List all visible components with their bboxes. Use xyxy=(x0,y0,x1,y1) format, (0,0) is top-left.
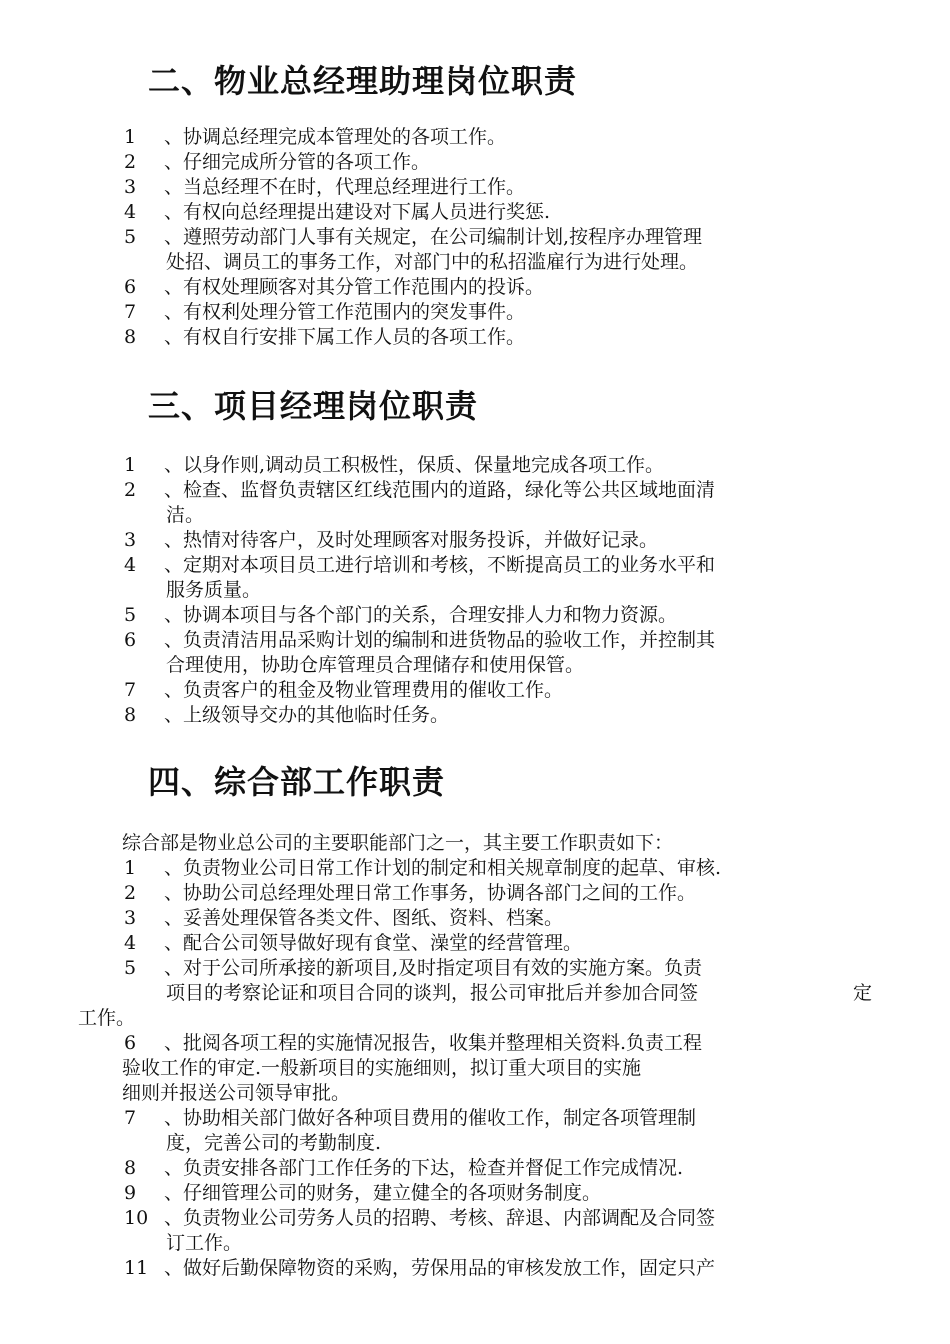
list-item: 11 、做好后勤保障物资的采购，劳保用品的审核发放工作，固定只产 xyxy=(124,1257,716,1279)
list-item: 5 、遵照劳动部门人事有关规定，在公司编制计划,按程序办理管理 xyxy=(124,226,703,248)
list-item: 4 、定期对本项目员工进行培训和考核，不断提高员工的业务水平和 xyxy=(124,554,716,576)
section-heading: 四、综合部工作职责 xyxy=(148,763,446,801)
section-heading: 三、项目经理岗位职责 xyxy=(148,387,479,425)
list-item: 7 、负责客户的租金及物业管理费用的催收工作。 xyxy=(124,679,564,701)
section-intro: 综合部是物业总公司的主要职能部门之一，其主要工作职责如下： xyxy=(122,832,674,854)
list-item: 1 、以身作则,调动员工积极性，保质、保量地完成各项工作。 xyxy=(124,454,665,476)
list-item-continuation: 服务质量。 xyxy=(166,579,262,601)
list-item: 7 、有权利处理分管工作范围内的突发事件。 xyxy=(124,301,526,323)
list-item-continuation: 处招、调员工的事务工作，对部门中的私招滥雇行为进行处理。 xyxy=(166,251,699,273)
list-item: 5 、对于公司所承接的新项目,及时指定项目有效的实施方案。负责 xyxy=(124,957,703,979)
list-item-continuation: 洁。 xyxy=(166,504,205,526)
list-item-continuation: 细则并报送公司领导审批。 xyxy=(122,1082,351,1104)
list-item: 6 、负责清洁用品采购计划的编制和进货物品的验收工作，并控制其 xyxy=(124,629,716,651)
list-item: 4 、有权向总经理提出建设对下属人员进行奖惩. xyxy=(124,201,551,223)
list-item: 1 、协调总经理完成本管理处的各项工作。 xyxy=(124,126,507,148)
list-item: 3 、热情对待客户，及时处理顾客对服务投诉，并做好记录。 xyxy=(124,529,659,551)
list-item: 9 、仔细管理公司的财务，建立健全的各项财务制度。 xyxy=(124,1182,602,1204)
list-item: 3 、当总经理不在时，代理总经理进行工作。 xyxy=(124,176,526,198)
list-item: 8 、上级领导交办的其他临时任务。 xyxy=(124,704,450,726)
section-heading: 二、物业总经理助理岗位职责 xyxy=(148,62,578,100)
list-item: 2 、检查、监督负责辖区红线范围内的道路，绿化等公共区域地面清 xyxy=(124,479,716,501)
list-item: 2 、仔细完成所分管的各项工作。 xyxy=(124,151,431,173)
list-item-continuation: 项目的考察论证和项目合同的谈判，报公司审批后并参加合同签 xyxy=(166,982,699,1004)
list-item: 2 、协助公司总经理处理日常工作事务，协调各部门之间的工作。 xyxy=(124,882,697,904)
list-item: 6 、批阅各项工程的实施情况报告，收集并整理相关资料.负责工程 xyxy=(124,1032,703,1054)
list-item-continuation: 合理使用，协助仓库管理员合理储存和使用保管。 xyxy=(166,654,585,676)
list-item: 8 、有权自行安排下属工作人员的各项工作。 xyxy=(124,326,526,348)
list-item-continuation: 验收工作的审定.一般新项目的实施细则，拟订重大项目的实施 xyxy=(122,1057,642,1079)
list-item: 6 、有权处理顾客对其分管工作范围内的投诉。 xyxy=(124,276,545,298)
list-item-continuation: 工作。 xyxy=(78,1007,136,1029)
list-item-continuation: 订工作。 xyxy=(166,1232,243,1254)
list-item: 3 、妥善处理保管各类文件、图纸、资料、档案。 xyxy=(124,907,564,929)
list-item: 10 、负责物业公司劳务人员的招聘、考核、辞退、内部调配及合同签 xyxy=(124,1207,716,1229)
list-item: 7 、协助相关部门做好各种项目费用的催收工作，制定各项管理制 xyxy=(124,1107,697,1129)
list-item-continuation: 度，完善公司的考勤制度. xyxy=(166,1132,382,1154)
list-item: 4 、配合公司领导做好现有食堂、澡堂的经营管理。 xyxy=(124,932,583,954)
list-item: 8 、负责安排各部门工作任务的下达，检查并督促工作完成情况. xyxy=(124,1157,684,1179)
list-item-continuation-tail: 定 xyxy=(853,982,873,1004)
list-item: 1 、负责物业公司日常工作计划的制定和相关规章制度的起草、审核. xyxy=(124,857,722,879)
list-item: 5 、协调本项目与各个部门的关系，合理安排人力和物力资源。 xyxy=(124,604,678,626)
